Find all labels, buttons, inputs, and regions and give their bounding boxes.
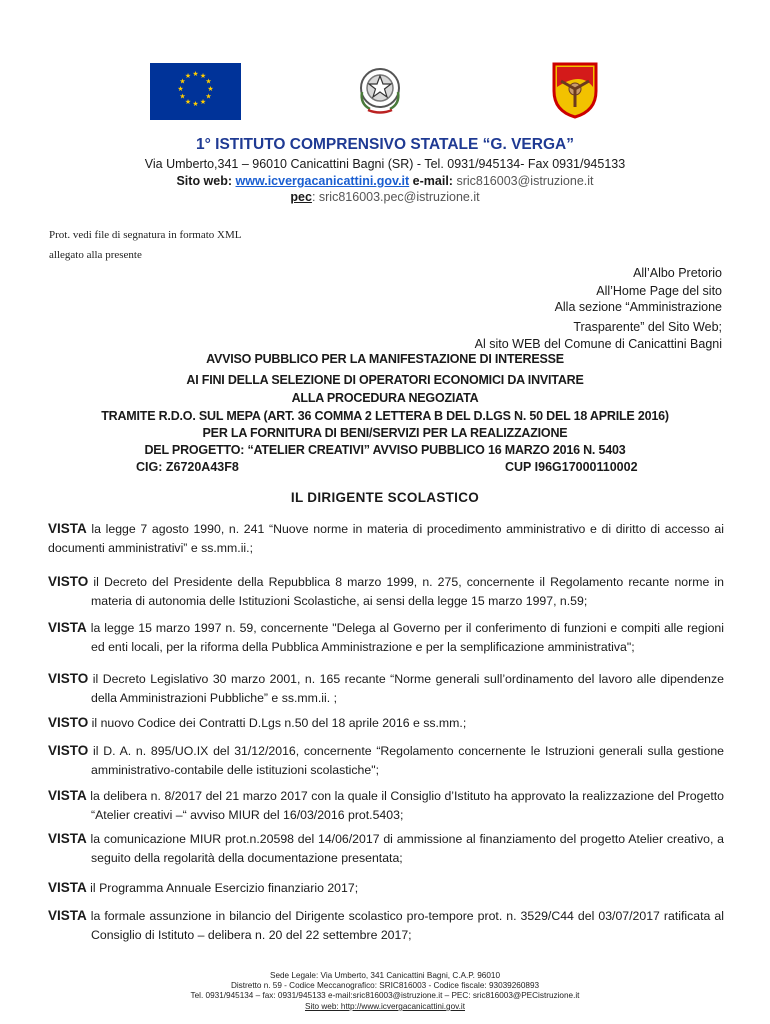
pec-label: pec [290,190,312,204]
paragraph-keyword: VISTA [48,908,87,923]
notice-title-line: AVVISO PUBBLICO PER LA MANIFESTAZIONE DI INTERESSE [206,352,564,366]
paragraph-text: il Decreto del Presidente della Repubblica 8 marzo 1999, n. 275, concernente il Regolamento recante norme in materia di autonomia delle Istituzioni Scolastiche, ai sensi della legge 15 marzo 1997, n.59; [88,575,724,608]
notice-title-line: AI FINI DELLA SELEZIONE DI OPERATORI ECONOMICI DA INVITARE [186,373,584,387]
school-name: 1° ISTITUTO COMPRENSIVO STATALE “G. VERGA” [196,136,574,153]
vista-paragraph [48,618,724,657]
paragraph-keyword: VISTA [48,880,87,895]
email-label: e-mail: [412,174,453,188]
sicily-region-emblem-icon [551,61,599,119]
svg-text:★: ★ [205,77,212,86]
paragraph-text: la legge 7 agosto 1990, n. 241 “Nuove norme in materia di procedimento amministrativo e di diritto di accesso ai documenti amministrativi” e ss.mm.ii.; [48,522,724,555]
cup-code: CUP I96G17000110002 [505,460,638,474]
paragraph-text: il D. A. n. 895/UO.IX del 31/12/2016, concernente “Regolamento concernente le Istruzioni generali sulla gestione amministrativo-contabile delle istituzioni scolastiche"; [88,744,724,777]
vista-paragraph [48,829,724,868]
paragraph-text: la comunicazione MIUR prot.n.20598 del 14/06/2017 di ammissione al finanziamento del progetto Atelier creativo, a seguito della regolarità della documentazione presentata; [86,832,724,865]
svg-text:★: ★ [192,70,199,78]
school-address: Via Umberto,341 – 96010 Canicattini Bagni (SR) - Tel. 0931/945134- Fax 0931/945133 [144,157,626,171]
paragraph-text: la formale assunzione in bilancio del Dirigente scolastico pro-tempore prot. n. 3529/C44 del 03/07/2017 ratificata al Consiglio di Istituto – delibera n. 20 del 22 settembre 2017; [86,909,724,942]
recipient-comune: Al sito WEB del Comune di Canicattini Bagni [474,337,722,351]
vista-paragraph [48,572,724,611]
pec-address[interactable]: : sric816003.pec@istruzione.it [311,190,480,204]
svg-text:★: ★ [207,85,214,93]
website-link[interactable]: www.icvergacanicattini.gov.it [235,174,410,188]
vista-paragraph [48,713,724,733]
notice-title-line: DEL PROGETTO: “ATELIER CREATIVI” AVVISO PUBBLICO 16 MARZO 2016 N. 5403 [144,443,626,457]
paragraph-keyword: VISTO [48,574,89,589]
svg-text:★: ★ [177,85,184,93]
vista-paragraph [48,786,724,825]
paragraph-text: il Programma Annuale Esercizio finanziario 2017; [86,881,359,895]
paragraph-keyword: VISTA [48,620,87,635]
cig-code: CIG: Z6720A43F8 [136,460,239,474]
footer-codes: Distretto n. 59 - Codice Meccanografico: SRIC816003 - Codice fiscale: 93039260893 [230,981,540,990]
email-address[interactable]: sric816003@istruzione.it [456,174,594,188]
web-label: Sito web: [176,174,233,188]
svg-text:★: ★ [179,92,186,101]
paragraph-keyword: VISTA [48,521,87,536]
footer-legal-seat: Sede Legale: Via Umberto, 341 Canicattini Bagni, C.A.P. 96010 [269,971,500,980]
svg-text:★: ★ [205,92,212,101]
school-web-line [0,174,770,188]
paragraph-text: il Decreto Legislativo 30 marzo 2001, n. 165 recante “Norme generali sull’ordinamento del lavoro alle dipendenze della Amministrazioni Pubbliche” e ss.mm.ii. ; [88,672,724,705]
recipient-trasparente: Trasparente” del Sito Web; [573,320,722,334]
vista-paragraph [48,906,724,945]
protocol-note-attached: allegato alla presente [49,249,142,261]
footer-contacts: Tel. 0931/945134 – fax: 0931/945133 e-mail:sric816003@istruzione.it – PEC: sric816003@PECistruzione.it [190,991,580,1000]
recipient-home-page: All’Home Page del sito [596,284,722,298]
vista-paragraph [48,669,724,708]
svg-text:★: ★ [179,77,186,86]
footer-website [0,1002,770,1012]
school-pec-line [0,190,770,204]
section-heading-dirigente: IL DIRIGENTE SCOLASTICO [290,490,480,505]
svg-text:★: ★ [199,72,207,80]
paragraph-text: la delibera n. 8/2017 del 21 marzo 2017 con la quale il Consiglio d’Istituto ha approvato la realizzazione del Progetto “Atelier creativi –“ avviso MIUR del 16/03/2016 prot.5403; [86,789,724,822]
notice-title-line: TRAMITE R.D.O. SUL MEPA (ART. 36 COMMA 2 LETTERA B DEL D.LGS N. 50 DEL 18 APRILE 2016) [101,409,669,423]
vista-paragraph [48,741,724,780]
svg-text:★: ★ [184,98,192,106]
paragraph-keyword: VISTA [48,831,87,846]
recipient-albo: All’Albo Pretorio [633,266,722,280]
protocol-note: Prot. vedi file di segnatura in formato XML [49,229,242,241]
notice-title-line: PER LA FORNITURA DI BENI/SERVIZI PER LA REALIZZAZIONE [202,426,568,440]
paragraph-keyword: VISTA [48,788,87,803]
paragraph-text: la legge 15 marzo 1997 n. 59, concernente "Delega al Governo per il conferimento di funzioni e compiti alle regioni ed enti locali, per la riforma della Pubblica Amministrazione e per la semplificazione amministrativa"; [86,621,724,654]
notice-title-line: ALLA PROCEDURA NEGOZIATA [291,391,479,405]
footer-website-link[interactable]: Sito web: http://www.icvergacanicattini.gov.it [304,1002,466,1011]
paragraph-text: il nuovo Codice dei Contratti D.Lgs n.50 del 18 aprile 2016 e ss.mm.; [88,716,467,730]
svg-text:★: ★ [192,100,199,108]
italian-republic-emblem-icon [356,62,404,118]
svg-text:★: ★ [199,98,207,106]
paragraph-keyword: VISTO [48,671,89,686]
svg-text:★: ★ [184,72,192,80]
paragraph-keyword: VISTO [48,743,89,758]
paragraph-keyword: VISTO [48,715,89,730]
eu-flag-icon [150,63,241,120]
recipient-amministrazione: Alla sezione “Amministrazione [554,300,722,314]
vista-paragraph [48,519,724,558]
vista-paragraph [48,878,724,898]
